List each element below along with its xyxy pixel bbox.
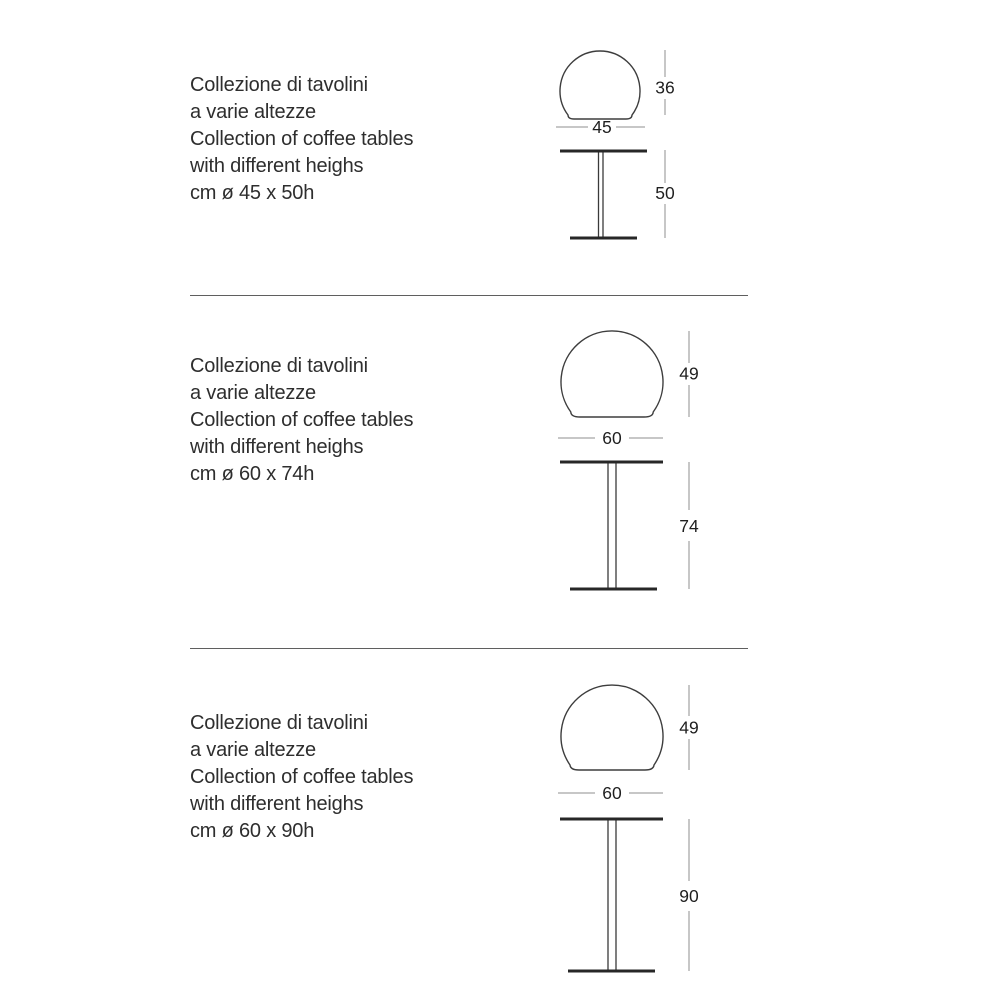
product-description xyxy=(190,353,413,488)
table-height-label: 74 xyxy=(679,516,699,536)
description-line: cm ø 45 x 50h xyxy=(190,182,315,204)
sphere-height-label: 49 xyxy=(679,363,699,384)
section-divider xyxy=(190,295,748,296)
dome-outline xyxy=(561,331,663,417)
table-height-label: 90 xyxy=(679,886,699,906)
description-line: Collezione di tavolini xyxy=(190,74,368,96)
sphere-height-label: 36 xyxy=(655,77,675,98)
description-line: with different heighs xyxy=(190,793,364,815)
description-line: Collection of coffee tables xyxy=(190,409,414,431)
description-line: Collezione di tavolini xyxy=(190,355,368,377)
product-description xyxy=(190,710,413,845)
table-height-label: 50 xyxy=(655,183,675,203)
diameter-label: 45 xyxy=(592,117,612,137)
dome-outline xyxy=(561,685,663,770)
technical-drawing-60x74 xyxy=(540,320,760,602)
diameter-label: 60 xyxy=(602,783,622,803)
diameter-label: 60 xyxy=(602,428,622,448)
description-line: Collezione di tavolini xyxy=(190,712,368,734)
technical-drawing-45x50 xyxy=(540,40,760,252)
description-line: Collection of coffee tables xyxy=(190,766,414,788)
description-line: with different heighs xyxy=(190,436,364,458)
description-line: a varie altezze xyxy=(190,382,316,404)
description-line: Collection of coffee tables xyxy=(190,128,414,150)
description-line: a varie altezze xyxy=(190,101,316,123)
description-line: cm ø 60 x 74h xyxy=(190,463,315,485)
description-line: cm ø 60 x 90h xyxy=(190,820,315,842)
description-line: a varie altezze xyxy=(190,739,316,761)
description-line: with different heighs xyxy=(190,155,364,177)
technical-drawing-60x90 xyxy=(540,675,760,985)
dome-outline xyxy=(560,51,640,119)
product-description xyxy=(190,72,413,207)
section-divider xyxy=(190,648,748,649)
sphere-height-label: 49 xyxy=(679,717,699,738)
